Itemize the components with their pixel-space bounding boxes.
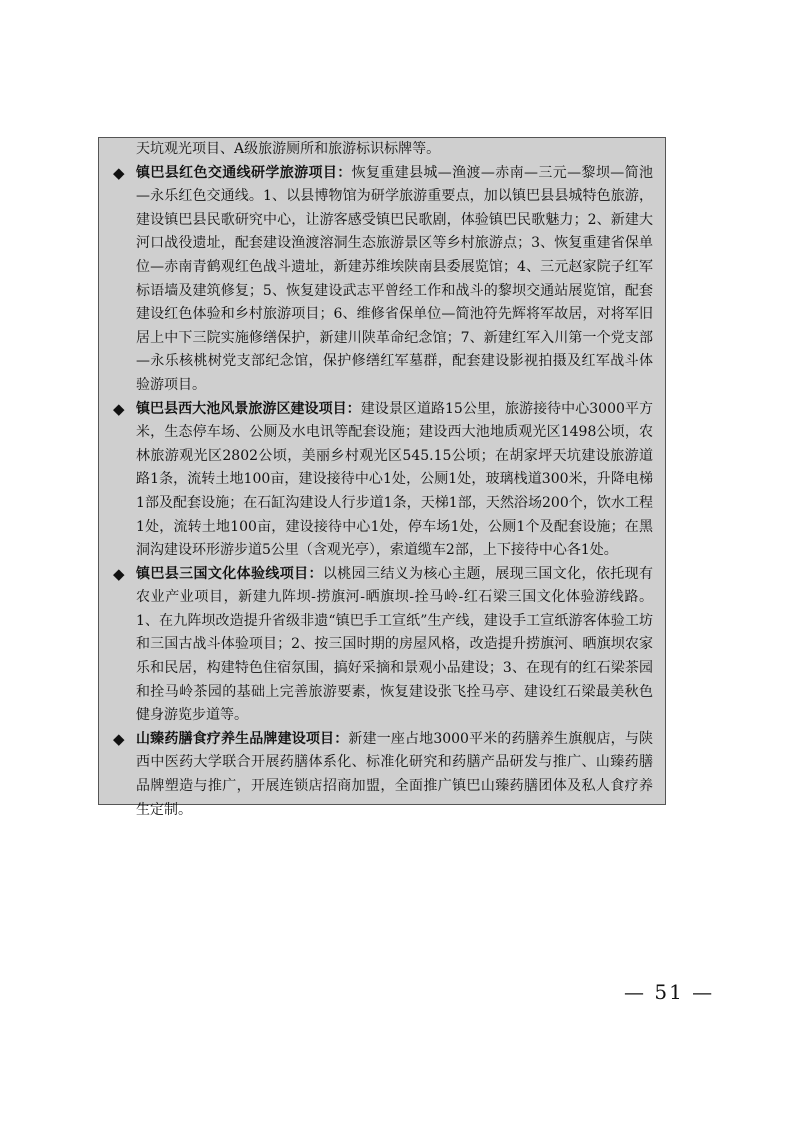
project-list-box <box>98 137 666 818</box>
item-body: 新建一座占地3000平米的药膳养生旗舰店，与陕西中医药大学联合开展药膳体系化、标准化研究和药膳产品研发与推广、山臻药膳品牌塑造与推广，开展连锁店招商加盟，全面推广镇巴山臻药膳团体及私人食疗养生定制。 <box>136 730 653 818</box>
diamond-bullet-icon: ◆ <box>113 564 125 583</box>
item-title: 镇巴县西大池风景旅游区建设项目： <box>136 400 361 417</box>
list-item-xidachi-scenic-area <box>109 398 653 563</box>
continued-text-line: 天坑观光项目、A级旅游厕所和旅游标识标牌等。 <box>136 141 441 157</box>
item-title: 镇巴县红色交通线研学旅游项目： <box>136 164 352 181</box>
list-item-shanzhen-herbal-cuisine <box>109 728 653 822</box>
item-body: 恢复重建县城—渔渡—赤南—三元—黎坝—简池—永乐红色交通线。1、以县博物馆为研学旅游重要点，加以镇巴县县城特色旅游，建设镇巴县民歌研究中心，让游客感受镇巴民歌剧，体验镇巴民歌魅力；2、新建大河口战役遗址，配套建设渔渡溶洞生态旅游景区等乡村旅游点；3、恢复重建省保单位—赤南青鹤观红色战斗遗址，新建苏维埃陕南县委展览馆；4、三元赵家院子红军标语墙及建筑修复；5、恢复建设武志平曾经工作和战斗的黎坝交通站展览馆，配套建设红色体验和乡村旅游项目；6、维修省保单位—简池符先辉将军故居，对将军旧居上中下三院实施修缮保护，新建川陕革命纪念馆；7、新建红军入川第一个党支部—永乐核桃树党支部纪念馆，保护修缮红军墓群，配套建设影视拍摄及红军战斗体验游项目。 <box>136 164 654 393</box>
diamond-bullet-icon: ◆ <box>113 399 125 418</box>
item-title: 山臻药膳食疗养生品牌建设项目： <box>136 730 349 747</box>
diamond-bullet-icon: ◆ <box>113 163 125 182</box>
list-item-three-kingdoms-route <box>109 563 653 728</box>
list-item-red-transport-route <box>109 162 653 398</box>
page-number: — 51 — <box>624 980 715 1004</box>
item-title: 镇巴县三国文化体验线项目： <box>136 565 323 582</box>
item-body: 建设景区道路15公里，旅游接待中心3000平方米，生态停车场、公厕及水电讯等配套设施；建设西大池地质观光区1498公顷，农林旅游观光区2802公顷，美丽乡村观光区545.15公顷；在胡家坪天坑建设旅游道路1条，流转土地100亩，建设接待中心1处，公厕1处，玻璃栈道300米，升降电梯1部及配套设施；在石缸沟建设人行步道1条，天梯1部，天然浴场200个，饮水工程1处，流转土地100亩，建设接待中心1处，停车场1处，公厕1个及配套设施；在黑洞沟建设环形游步道5公里（含观光亭），索道缆车2部，上下接待中心各1处。 <box>136 400 653 559</box>
diamond-bullet-icon: ◆ <box>113 729 125 748</box>
item-body: 以桃园三结义为核心主题，展现三国文化，依托现有农业产业项目，新建九阵坝-捞旗河-晒旗坝-拴马岭-红石梁三国文化体验游线路。1、在九阵坝改造提升省级非遗“镇巴手工宣纸”生产线，建设手工宣纸游客体验工坊和三国古战斗体验项目；2、按三国时期的房屋风格，改造提升捞旗河、晒旗坝农家乐和民居，构建特色住宿氛围，搞好采摘和景观小品建设；3、在现有的红石梁茶园和拴马岭茶园的基础上完善旅游要素，恢复建设张飞拴马亭、建设红石梁最美秋色健身游览步道等。 <box>136 565 653 724</box>
